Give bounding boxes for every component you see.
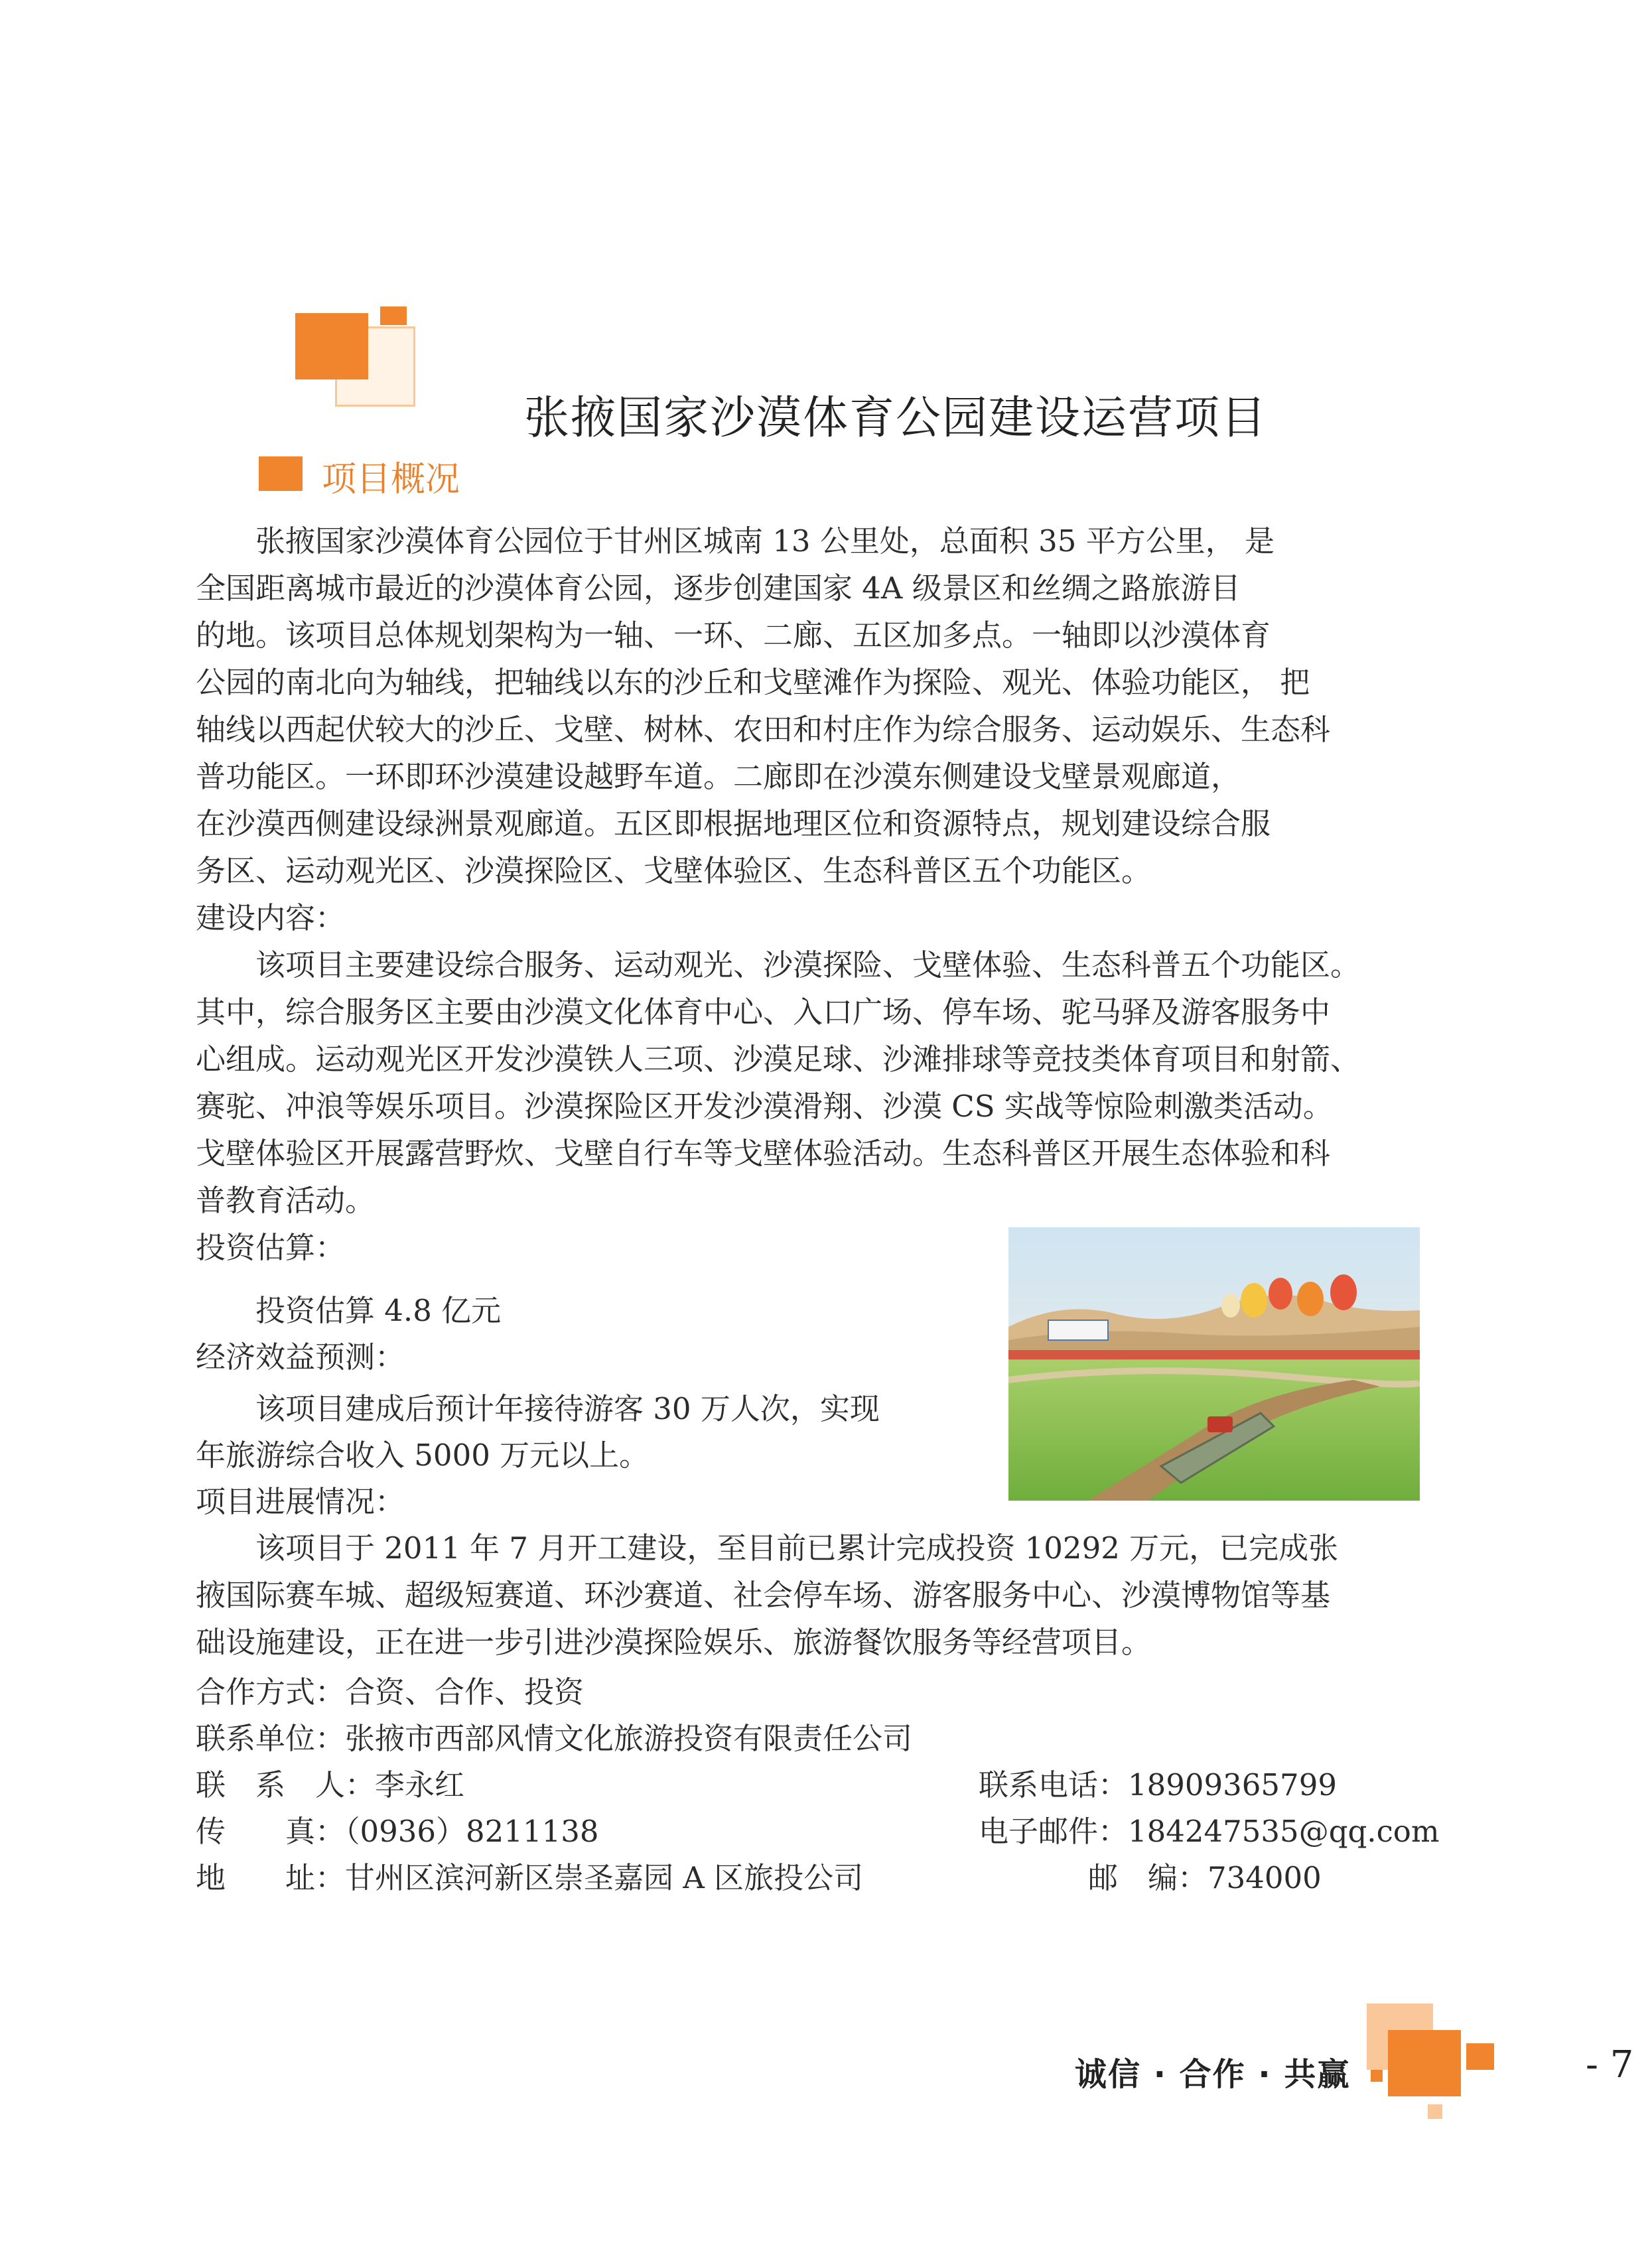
investment-value: 投资估算 4.8 亿元	[255, 1293, 502, 1328]
construction-label: 建设内容：	[196, 900, 346, 935]
contact-address-row	[196, 1854, 863, 1901]
progress-line: 掖国际赛车城、超级短赛道、环沙赛道、社会停车场、游客服务中心、沙漠博物馆等基	[196, 1578, 1331, 1613]
overview-paragraph	[196, 517, 1453, 894]
cooperation-mode: 合作方式：合资、合作、投资	[196, 1674, 585, 1710]
overview-line: 公园的南北向为轴线，把轴线以东的沙丘和戈壁滩作为探险、观光、体验功能区， 把	[196, 665, 1310, 700]
construction-section	[196, 894, 1453, 1224]
benefit-line: 该项目建成后预计年接待游客 30 万人次，实现	[255, 1391, 880, 1426]
contact-zip: 734000	[1207, 1860, 1322, 1895]
overview-line: 轴线以西起伏较大的沙丘、戈壁、树林、农田和村庄作为综合服务、运动娱乐、生态科	[196, 712, 1331, 747]
header-decoration	[295, 306, 411, 403]
construction-line: 赛驼、冲浪等娱乐项目。沙漠探险区开发沙漠滑翔、沙漠 CS 实战等惊险刺激类活动。	[196, 1089, 1333, 1124]
contact-phone-row	[979, 1761, 1337, 1808]
overview-line: 务区、运动观光区、沙漠探险区、戈壁体验区、生态科普区五个功能区。	[196, 853, 1152, 888]
deco-square-tiny	[1371, 2070, 1383, 2082]
overview-line: 在沙漠西侧建设绿洲景观廊道。五区即根据地理区位和资源特点，规划建设综合服	[196, 806, 1271, 841]
overview-line: 张掖国家沙漠体育公园位于甘州区城南 13 公里处，总面积 35 平方公里， 是	[255, 523, 1275, 559]
deco-square-tiny	[1428, 2104, 1442, 2119]
overview-line: 全国距离城市最近的沙漠体育公园，逐步创建国家 4A 级景区和丝绸之路旅游目	[196, 571, 1241, 606]
deco-square-large	[1388, 2030, 1461, 2096]
contact-unit: 联系单位：张掖市西部风情文化旅游投资有限责任公司	[196, 1721, 913, 1756]
progress-section	[196, 1525, 1453, 1666]
contact-phone: 18909365799	[1128, 1767, 1337, 1802]
deco-square-small	[380, 306, 407, 325]
progress-line: 该项目于 2011 年 7 月开工建设，至目前已累计完成投资 10292 万元，已完成张	[255, 1530, 1339, 1566]
construction-line: 戈壁体验区开展露营野炊、戈壁自行车等戈壁体验活动。生态科普区开展生态体验和科	[196, 1136, 1331, 1171]
footer-decoration	[1367, 2003, 1499, 2123]
progress-line: 础设施建设，正在进一步引进沙漠探险娱乐、旅游餐饮服务等经营项目。	[196, 1625, 1152, 1660]
benefit-label: 经济效益预测：	[196, 1339, 405, 1375]
construction-line: 普教育活动。	[196, 1183, 376, 1218]
contact-zip-row	[1088, 1854, 1322, 1901]
page-title: 张掖国家沙漠体育公园建设运营项目	[524, 391, 1268, 444]
investment-label: 投资估算：	[196, 1230, 346, 1265]
contact-fax: （0936）8211138	[345, 1814, 599, 1849]
contact-address: 甘州区滨河新区崇圣嘉园 A 区旅投公司	[345, 1860, 864, 1895]
contact-address-label: 地 址：	[196, 1860, 346, 1895]
section-bullet	[259, 456, 303, 491]
contact-email-label: 电子邮件：	[979, 1814, 1129, 1849]
contact-person-label: 联 系 人：	[196, 1767, 376, 1802]
overview-line: 普功能区。一环即环沙漠建设越野车道。二廊即在沙漠东侧建设戈壁景观廊道，	[196, 759, 1241, 794]
overview-line: 的地。该项目总体规划架构为一轴、一环、二廊、五区加多点。一轴即以沙漠体育	[196, 618, 1271, 653]
construction-line: 心组成。运动观光区开发沙漠铁人三项、沙漠足球、沙滩排球等竞技类体育项目和射箭、	[196, 1042, 1361, 1077]
section-label: 项目概况	[322, 460, 460, 500]
page-number: - 7	[1586, 2043, 1634, 2086]
contact-email: 184247535@qq.com	[1128, 1814, 1440, 1849]
progress-label: 项目进展情况：	[196, 1484, 405, 1519]
footer-slogan: 诚信 · 合作 · 共赢	[1075, 2056, 1351, 2093]
contact-zip-label: 邮 编：	[1088, 1860, 1208, 1895]
photo-illustration	[1008, 1227, 1420, 1501]
desert-park-photo	[1008, 1227, 1420, 1501]
construction-line: 其中，综合服务区主要由沙漠文化体育中心、入口广场、停车场、驼马驿及游客服务中	[196, 994, 1331, 1030]
benefit-line: 年旅游综合收入 5000 万元以上。	[196, 1438, 650, 1473]
construction-line: 该项目主要建设综合服务、运动观光、沙漠探险、戈壁体验、生态科普五个功能区。	[255, 947, 1361, 983]
deco-square-large	[295, 313, 368, 379]
contact-fax-label: 传 真：	[196, 1814, 346, 1849]
contact-phone-label: 联系电话：	[979, 1767, 1129, 1802]
deco-square-small	[1466, 2043, 1494, 2070]
contact-fax-row	[196, 1808, 598, 1855]
contact-email-row	[979, 1808, 1440, 1855]
contact-person: 李永红	[375, 1767, 465, 1802]
contact-person-row	[196, 1761, 464, 1808]
